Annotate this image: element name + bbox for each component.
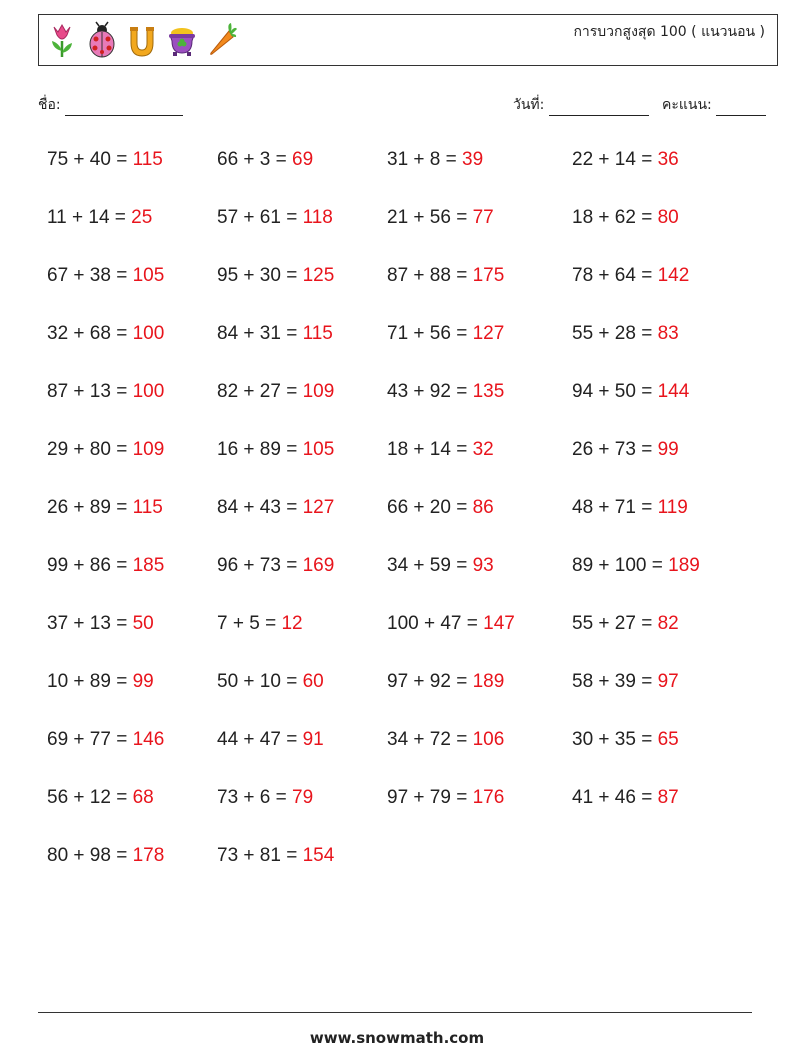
date-blank[interactable] (549, 101, 649, 116)
problem-question: 89 + 100 = (572, 555, 669, 576)
problem-answer: 189 (668, 555, 700, 576)
problem-answer: 135 (472, 381, 505, 402)
problem-question: 56 + 12 = (47, 787, 133, 808)
problem-answer: 80 (657, 207, 679, 228)
problem-item (217, 149, 313, 171)
problem-answer: 86 (472, 497, 494, 518)
problem-item (47, 265, 164, 287)
problem-answer: 125 (302, 265, 335, 286)
problem-item (572, 381, 689, 403)
problem-item (572, 613, 679, 635)
problem-item (387, 671, 504, 693)
problem-question: 7 + 5 = (217, 613, 282, 634)
problem-question: 34 + 72 = (387, 729, 473, 750)
worksheet-header (38, 14, 778, 66)
problem-question: 18 + 14 = (387, 439, 473, 460)
problem-item (572, 323, 679, 345)
carrot-icon (207, 21, 237, 59)
problem-answer: 109 (132, 439, 165, 460)
problem-answer: 115 (132, 497, 163, 518)
problem-item (387, 265, 504, 287)
problem-item (572, 265, 689, 287)
problem-item (47, 497, 163, 519)
problem-question: 18 + 62 = (572, 207, 658, 228)
problem-item (572, 729, 679, 751)
problem-question: 43 + 92 = (387, 381, 473, 402)
problem-answer: 65 (657, 729, 679, 750)
problem-question: 31 + 8 = (387, 149, 463, 170)
problem-answer: 82 (657, 613, 679, 634)
footer-divider (38, 1012, 752, 1013)
problem-answer: 106 (472, 729, 505, 750)
problem-question: 84 + 31 = (217, 323, 303, 344)
problem-item (572, 497, 688, 519)
problem-answer: 169 (302, 555, 335, 576)
problem-item (217, 265, 334, 287)
problem-question: 82 + 27 = (217, 381, 303, 402)
score-label: คะแนน: (662, 97, 712, 113)
name-label: ชื่อ: (38, 97, 61, 113)
problem-item (47, 323, 164, 345)
problem-question: 84 + 43 = (217, 497, 303, 518)
date-field[interactable] (513, 94, 649, 116)
problem-question: 58 + 39 = (572, 671, 658, 692)
problem-question: 34 + 59 = (387, 555, 473, 576)
problem-item (47, 671, 154, 693)
problem-question: 41 + 46 = (572, 787, 658, 808)
problem-item (217, 671, 324, 693)
problem-item (47, 555, 164, 577)
problem-answer: 32 (472, 439, 494, 460)
problem-item (572, 787, 679, 809)
problem-answer: 105 (302, 439, 335, 460)
problem-answer: 115 (302, 323, 333, 344)
problem-answer: 69 (292, 149, 314, 170)
problem-item (572, 207, 679, 229)
problem-question: 71 + 56 = (387, 323, 473, 344)
problem-question: 57 + 61 = (217, 207, 303, 228)
problem-answer: 77 (472, 207, 494, 228)
problem-question: 44 + 47 = (217, 729, 303, 750)
problem-question: 75 + 40 = (47, 149, 133, 170)
problem-answer: 12 (281, 613, 303, 634)
problem-question: 22 + 14 = (572, 149, 658, 170)
problem-question: 11 + 14 = (47, 207, 132, 228)
problem-item (217, 439, 334, 461)
problem-item (217, 323, 333, 345)
problem-item (387, 787, 504, 809)
header-icons (47, 21, 237, 59)
problem-item (217, 787, 313, 809)
problem-item (217, 207, 333, 229)
problem-answer: 91 (302, 729, 324, 750)
problem-item (572, 555, 700, 577)
problem-answer: 178 (132, 845, 165, 866)
problem-question: 78 + 64 = (572, 265, 658, 286)
horseshoe-icon (127, 21, 157, 59)
problem-item (47, 787, 154, 809)
problem-answer: 68 (132, 787, 154, 808)
problem-question: 66 + 3 = (217, 149, 293, 170)
problem-question: 97 + 79 = (387, 787, 473, 808)
problem-question: 26 + 89 = (47, 497, 133, 518)
problem-question: 99 + 86 = (47, 555, 133, 576)
problem-answer: 142 (657, 265, 690, 286)
problem-item (572, 671, 679, 693)
problem-item (47, 439, 164, 461)
problem-answer: 97 (657, 671, 679, 692)
problem-answer: 119 (657, 497, 688, 518)
problem-item (387, 149, 483, 171)
problem-answer: 118 (302, 207, 333, 228)
problem-item (217, 845, 334, 867)
problem-answer: 115 (132, 149, 163, 170)
footer-site: www.snowmath.com (309, 1029, 485, 1047)
name-field[interactable] (38, 94, 183, 116)
problem-question: 55 + 28 = (572, 323, 658, 344)
date-label: วันที่: (513, 97, 545, 113)
problem-answer: 100 (132, 381, 165, 402)
problem-item (387, 497, 494, 519)
problem-question: 32 + 68 = (47, 323, 133, 344)
problem-question: 16 + 89 = (217, 439, 303, 460)
problem-answer: 36 (657, 149, 679, 170)
worksheet-title: การบวกสูงสุด 100 ( แนวนอน ) (573, 24, 765, 40)
score-field[interactable] (662, 94, 766, 116)
score-blank[interactable] (716, 101, 766, 116)
problem-item (387, 729, 504, 751)
problem-answer: 93 (472, 555, 494, 576)
problem-answer: 99 (132, 671, 154, 692)
problem-item (387, 613, 515, 635)
problem-question: 48 + 71 = (572, 497, 658, 518)
problem-item (572, 439, 679, 461)
problem-answer: 175 (472, 265, 505, 286)
problem-item (217, 613, 303, 635)
problem-question: 69 + 77 = (47, 729, 133, 750)
problem-question: 26 + 73 = (572, 439, 658, 460)
problem-answer: 105 (132, 265, 165, 286)
problem-answer: 25 (131, 207, 153, 228)
problem-item (217, 497, 334, 519)
problem-question: 94 + 50 = (572, 381, 658, 402)
problem-answer: 109 (302, 381, 335, 402)
problem-item (47, 729, 164, 751)
problem-item (217, 381, 334, 403)
problem-answer: 127 (302, 497, 335, 518)
problem-question: 21 + 56 = (387, 207, 473, 228)
problem-answer: 39 (462, 149, 484, 170)
problem-answer: 147 (483, 613, 515, 634)
problem-question: 73 + 6 = (217, 787, 293, 808)
problem-answer: 83 (657, 323, 679, 344)
problem-question: 50 + 10 = (217, 671, 303, 692)
problem-item (47, 207, 152, 229)
problem-item (572, 149, 679, 171)
problem-item (217, 729, 324, 751)
tulip-icon (47, 21, 77, 59)
problem-item (47, 381, 164, 403)
problem-answer: 127 (472, 323, 505, 344)
problem-question: 67 + 38 = (47, 265, 133, 286)
problem-question: 55 + 27 = (572, 613, 658, 634)
problem-answer: 176 (472, 787, 505, 808)
problem-item (387, 381, 504, 403)
problem-item (387, 555, 494, 577)
problem-question: 30 + 35 = (572, 729, 658, 750)
problem-answer: 154 (302, 845, 335, 866)
problem-answer: 100 (132, 323, 165, 344)
name-blank[interactable] (65, 101, 183, 116)
problem-item (47, 149, 163, 171)
problem-question: 87 + 88 = (387, 265, 473, 286)
problem-item (217, 555, 334, 577)
problem-item (47, 613, 154, 635)
problem-answer: 185 (132, 555, 165, 576)
problem-answer: 60 (302, 671, 324, 692)
problem-question: 96 + 73 = (217, 555, 303, 576)
problem-answer: 189 (472, 671, 505, 692)
problem-question: 100 + 47 = (387, 613, 484, 634)
problem-answer: 50 (132, 613, 154, 634)
problem-question: 97 + 92 = (387, 671, 473, 692)
problem-item (387, 439, 494, 461)
ladybug-icon (87, 21, 117, 59)
problem-answer: 79 (292, 787, 314, 808)
problem-answer: 87 (657, 787, 679, 808)
problem-item (387, 207, 494, 229)
problem-item (387, 323, 504, 345)
problem-question: 80 + 98 = (47, 845, 133, 866)
problem-question: 37 + 13 = (47, 613, 133, 634)
problem-question: 29 + 80 = (47, 439, 133, 460)
problem-item (47, 845, 164, 867)
problem-question: 66 + 20 = (387, 497, 473, 518)
problem-answer: 144 (657, 381, 690, 402)
problem-answer: 99 (657, 439, 679, 460)
problem-question: 95 + 30 = (217, 265, 303, 286)
problem-question: 87 + 13 = (47, 381, 133, 402)
problem-question: 10 + 89 = (47, 671, 133, 692)
problem-question: 73 + 81 = (217, 845, 303, 866)
pot-of-gold-icon (167, 21, 197, 59)
problem-answer: 146 (132, 729, 165, 750)
